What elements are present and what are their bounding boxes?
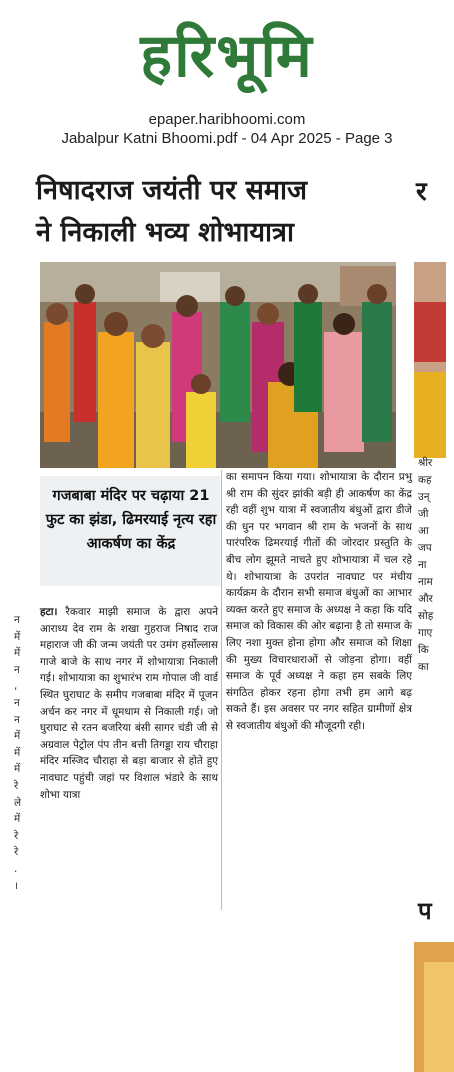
dateline: हटा।: [40, 606, 58, 618]
headline-line-2: ने निकाली भव्य शोभायात्रा: [36, 217, 294, 248]
masthead-logo: [0, 18, 454, 94]
procession-illustration: [40, 262, 396, 468]
headline-line-1: निषादराज जयंती पर समाज: [36, 175, 308, 206]
column-divider: [221, 470, 222, 910]
adjacent-right-article: [414, 170, 454, 925]
adjacent-left-fragments: न में में न , न न में में में रे ले में रे रे . ।: [14, 614, 22, 892]
adjacent-right-fragments: श्रीर कह उन् जी आ जप ना नाम और सोह गाए कि का: [418, 457, 434, 673]
adjacent-photo: [414, 262, 446, 458]
article-subhead: गजबाबा मंदिर पर चढ़ाया 21 फुट का झंडा, ढिमरयाई नृत्य रहा आकर्षण का केंद्र: [45, 488, 217, 552]
body-text-col1: रैकवार माझी समाज के द्वारा अपने आराध्य देव राम के शखा गुहराज निषाद राज महाराज जी की जन्म जयंती पर उमंग हर्सोल्लास गाजे बाजे के साथ नगर में शोभायात्रा निकाली गई। शोभायात्रा का शुभारंभ राम गोपाल जी वार्ड स्थित घुराघाट के समीप गजबाबा मंदिर में पूजन अर्चन कर नगर में धूमधाम से निकाली गई। जो घुराघाट से रतन बजरिया बंसी सागर चंडी जी से अग्रवाल पेट्रोल पंप तीन बत्ती तिगड्डा राय चौराहा मंदिर मस्जिद चौराहा से बड़ा बाजार से होते हुए नावघाट पहुंची जहां पर विशाल भंडारे के साथ शोभा यात्रा: [40, 606, 218, 801]
site-url[interactable]: epaper.haribhoomi.com: [148, 111, 306, 128]
edition-line: Jabalpur Katni Bhoomi.pdf - 04 Apr 2025 - Page 3: [61, 130, 393, 147]
article-body-column-2: का समापन किया गया। शोभायात्रा के दौरान प्रभु श्री राम की सुंदर झांकी बड़ी ही आकर्षण का केंद्र रही वहीं शुभ यात्रा में स्वजातीय बंधुओं द्वारा डीजे की धुन पर भगवान श्री राम के भजनों के साथ पारंपरिक ढिमरयाई गीतों की जोरदार प्रस्तुति के बीच लोग झूमते नाचते हुए शोभायात्रा में चल रहे थे। शोभायात्रा के उपरांत नावघाट पर मंचीय कार्यक्रम के दौरान सभी समाज बंधुओं का आभार व्यक्त करते हुए समाज के अध्यक्ष ने कहा कि यदि समाज को विकास की ओर बढ़ाना है तो समाज के लिए नशा मुक्त होना होगा और समाज को शिक्षा की मुख्य विचारधाराओं से जोड़ना होगा। वहीं समाज के पूर्व अध्यक्ष ने कहा हम सबके लिए संगठित होकर रहना होगा तभी हम आगे बढ़ सकते हैं। इस अवसर पर नगर सहित ग्रामीणों क्षेत्र से स्वजातीय बंधुओं की मौजूदगी रही।: [226, 471, 412, 732]
adjacent-right-big-letter: प: [418, 897, 432, 925]
adjacent-photo-2: [414, 942, 454, 1072]
adjacent-right-headline: र: [416, 177, 427, 207]
article-body-column-1: [40, 604, 218, 803]
article-headline: [36, 170, 411, 254]
procession-photo: [40, 262, 396, 468]
logo-text: हरिभूमि: [140, 21, 314, 91]
